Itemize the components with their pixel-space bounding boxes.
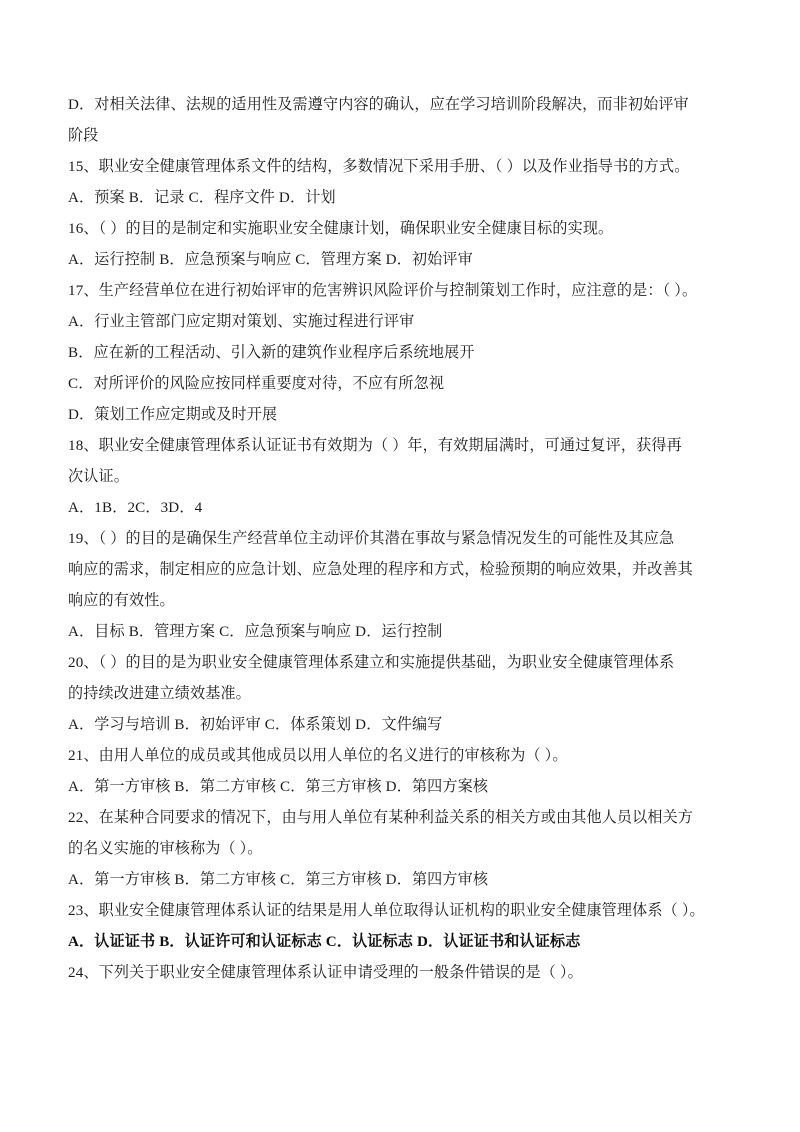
q18-stem: 18、职业安全健康管理体系认证证书有效期为（ ）年，有效期届满时，可通过复评，获得再: [68, 438, 682, 454]
q19-stem-cont-1: 响应的需求，制定相应的应急计划、应急处理的程序和方式，检验预期的响应效果，并改善其: [68, 562, 693, 578]
q17-option-a: A．行业主管部门应定期对策划、实施过程进行评审: [68, 314, 415, 330]
q21-stem: 21、由用人单位的成员或其他成员以用人单位的名义进行的审核称为（ ）。: [68, 748, 568, 764]
q19-stem-cont-2: 响应的有效性。: [68, 593, 175, 609]
q17-option-c: C．对所评价的风险应按同样重要度对待，不应有所忽视: [68, 376, 445, 392]
document-text-body: [68, 90, 735, 989]
q17-option-d: D．策划工作应定期或及时开展: [68, 407, 278, 423]
q19-options: A．目标 B．管理方案 C．应急预案与响应 D．运行控制: [68, 624, 443, 640]
q14-option-d-cont: 阶段: [68, 128, 99, 144]
q20-stem-cont: 的持续改进建立绩效基准。: [68, 686, 251, 702]
q21-options: A．第一方审核 B．第二方审核 C．第三方审核 D．第四方案核: [68, 779, 489, 795]
q18-stem-cont: 次认证。: [68, 469, 129, 485]
q16-options: A．运行控制 B．应急预案与响应 C．管理方案 D．初始评审: [68, 252, 473, 268]
q22-stem-cont: 的名义实施的审核称为（ ）。: [68, 841, 263, 857]
q23-options: A．认证证书 B．认证许可和认证标志 C．认证标志 D．认证证书和认证标志: [68, 934, 581, 950]
q22-stem: 22、在某种合同要求的情况下，由与用人单位有某种利益关系的相关方或由其他人员以相关方: [68, 810, 694, 826]
q22-options: A．第一方审核 B．第二方审核 C．第三方审核 D．第四方审核: [68, 872, 489, 888]
q17-stem: 17、生产经营单位在进行初始评审的危害辨识风险评价与控制策划工作时，应注意的是：（ ）。: [68, 283, 698, 299]
q14-option-d: D．对相关法律、法规的适用性及需遵守内容的确认，应在学习培训阶段解决，而非初始评审: [68, 97, 689, 113]
q23-stem: 23、职业安全健康管理体系认证的结果是用人单位取得认证机构的职业安全健康管理体系（ ）。: [68, 903, 705, 919]
q18-options: A．1B．2C．3D．4: [68, 500, 203, 516]
q20-stem: 20、（ ）的目的是为职业安全健康管理体系建立和实施提供基础，为职业安全健康管理体系: [68, 655, 675, 671]
q24-stem: 24、下列关于职业安全健康管理体系认证申请受理的一般条件错误的是（ ）。: [68, 965, 583, 981]
q20-options: A．学习与培训 B．初始评审 C．体系策划 D．文件编写: [68, 717, 443, 733]
q15-options: A．预案 B．记录 C．程序文件 D．计划: [68, 190, 336, 206]
q19-stem: 19、（ ）的目的是确保生产经营单位主动评价其潜在事故与紧急情况发生的可能性及其应急: [68, 531, 675, 547]
q15-stem: 15、职业安全健康管理体系文件的结构，多数情况下采用手册、（ ）以及作业指导书的方式。: [68, 159, 690, 175]
q17-option-b: B．应在新的工程活动、引入新的建筑作业程序后系统地展开: [68, 345, 475, 361]
q16-stem: 16、（ ）的目的是制定和实施职业安全健康计划，确保职业安全健康目标的实现。: [68, 221, 614, 237]
